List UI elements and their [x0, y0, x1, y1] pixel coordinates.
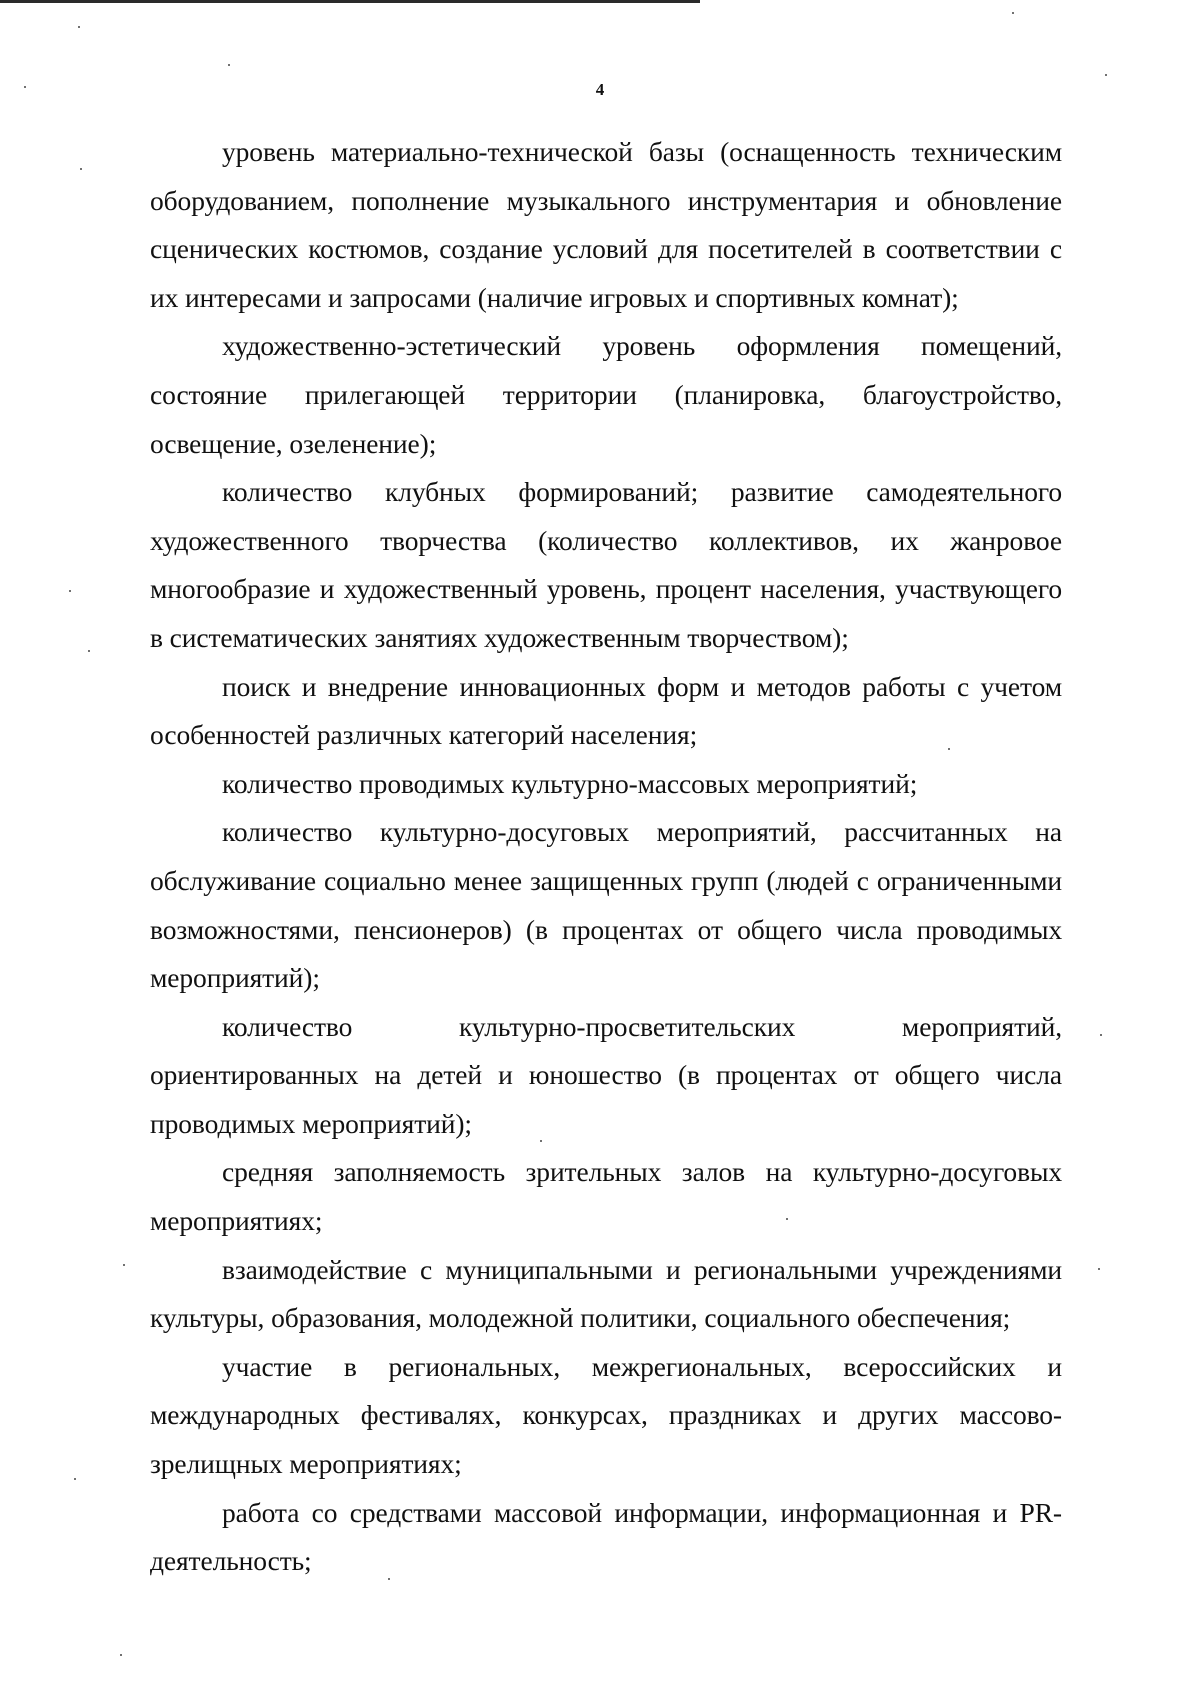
- scan-speck: [24, 86, 26, 88]
- document-body: [150, 128, 1062, 1586]
- scan-speck: [786, 1218, 788, 1220]
- scan-speck: [540, 1140, 542, 1142]
- scan-speck: [1105, 74, 1107, 76]
- scan-speck: [88, 650, 90, 652]
- top-scan-rule: [0, 0, 700, 3]
- scan-speck: [120, 1654, 122, 1656]
- paragraph: количество клубных формирований; развитие самодеятельного художественного творчества (количество коллективов, их жанровое многообразие и художественный уровень, процент населения, участвующего в систематических занятиях художественным творчеством);: [150, 476, 1062, 653]
- paragraph: средняя заполняемость зрительных залов на культурно-досуговых мероприятиях;: [150, 1156, 1062, 1237]
- paragraph: уровень материально-технической базы (оснащенность техническим оборудованием, пополнение музыкального инструментария и обновление сценических костюмов, создание условий для посетителей в соответствии с их интересами и запросами (наличие игровых и спортивных комнат);: [150, 136, 1062, 313]
- scan-speck: [948, 748, 950, 750]
- scan-speck: [388, 1578, 390, 1580]
- scan-speck: [78, 26, 80, 28]
- page-number: 4: [595, 80, 605, 99]
- paragraph: количество проводимых культурно-массовых мероприятий;: [222, 767, 918, 799]
- paragraph: количество культурно-досуговых мероприятий, рассчитанных на обслуживание социально менее защищенных групп (людей с ограниченными возможностями, пенсионеров) (в процентах от общего числа проводимых мероприятий);: [150, 816, 1062, 994]
- scan-speck: [1012, 12, 1014, 14]
- scan-speck: [80, 168, 82, 170]
- paragraph: количество культурно-просветительских мероприятий, ориентированных на детей и юношество (в процентах от общего числа проводимых мероприятий);: [150, 1010, 1062, 1139]
- paragraph: художественно-эстетический уровень оформления помещений, состояние прилегающей территории (планировка, благоустройство, освещение, озеленение);: [150, 330, 1062, 459]
- paragraph: поиск и внедрение инновационных форм и методов работы с учетом особенностей различных категорий населения;: [150, 670, 1062, 751]
- paragraph: участие в региональных, межрегиональных, всероссийских и международных фестивалях, конкурсах, праздниках и других массово-зрелищных мероприятиях;: [150, 1350, 1062, 1480]
- paragraph: работа со средствами массовой информации, информационная и PR-деятельность;: [150, 1496, 1062, 1577]
- scan-speck: [228, 64, 230, 66]
- scan-speck: [69, 590, 71, 592]
- paragraph: взаимодействие с муниципальными и региональными учреждениями культуры, образования, молодежной политики, социального обеспечения;: [150, 1253, 1062, 1334]
- scan-speck: [123, 1264, 125, 1266]
- scan-speck: [74, 1478, 76, 1480]
- scan-speck: [1100, 1034, 1102, 1036]
- scan-speck: [1098, 1268, 1100, 1270]
